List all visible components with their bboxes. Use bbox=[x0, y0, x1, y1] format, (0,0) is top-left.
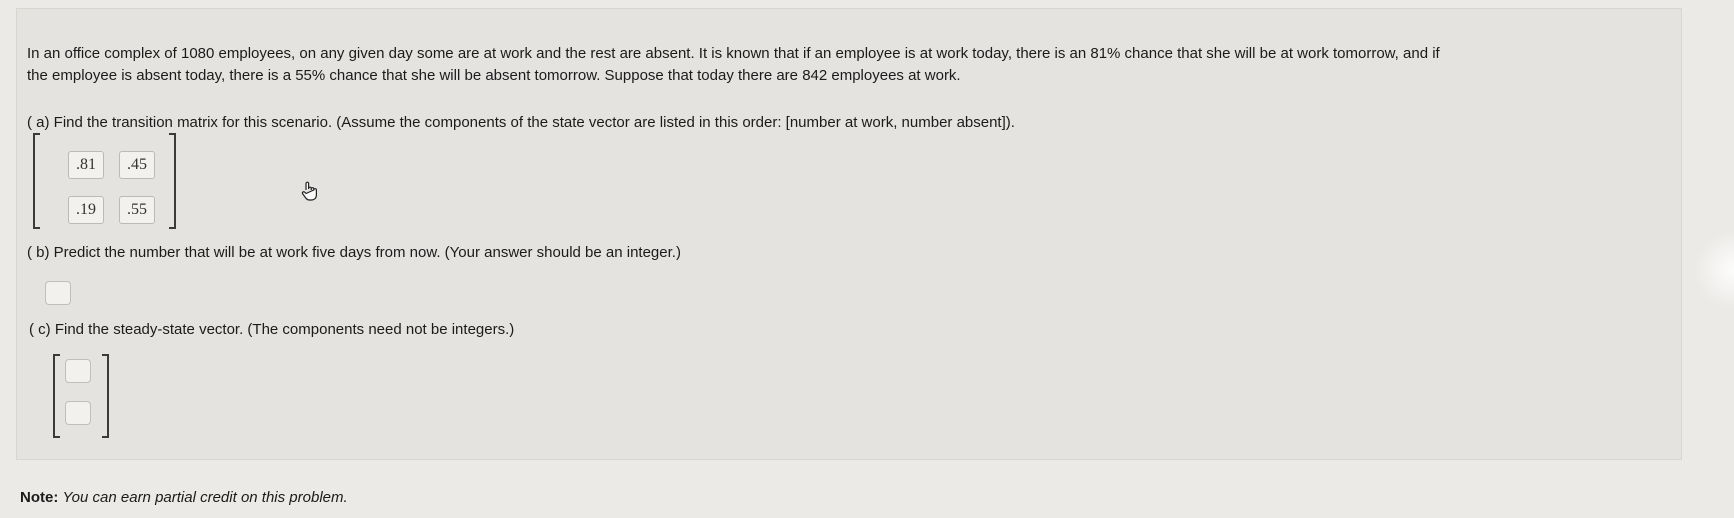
answer-input-b[interactable] bbox=[45, 281, 71, 305]
matrix-cell-a22[interactable]: .55 bbox=[119, 196, 155, 224]
part-b-label: ( b) Predict the number that will be at work five days from now. (Your answer should be an integer.) bbox=[27, 244, 681, 261]
hand-pointer-icon bbox=[299, 180, 321, 202]
note-prefix: Note: bbox=[20, 489, 59, 506]
matrix-cell-a11[interactable]: .81 bbox=[68, 151, 104, 179]
problem-text-line1: In an office complex of 1080 employees, on any given day some are at work and the rest are absent. It is known that if an employee is at work today, there is an 81% chance that she will be at work tomorrow, and if bbox=[27, 45, 1440, 62]
screen-glare bbox=[1694, 230, 1734, 310]
vector-left-bracket bbox=[53, 354, 60, 438]
part-a-label: ( a) Find the transition matrix for this scenario. (Assume the components of the state vector are listed in this order: [number at work, number absent]). bbox=[27, 114, 1015, 131]
partial-credit-note bbox=[20, 488, 348, 508]
matrix-left-bracket bbox=[33, 133, 40, 229]
steady-state-input-top[interactable] bbox=[65, 359, 91, 383]
steady-state-vector bbox=[53, 354, 109, 438]
vector-right-bracket bbox=[102, 354, 109, 438]
matrix-cell-a21[interactable]: .19 bbox=[68, 196, 104, 224]
note-text: You can earn partial credit on this problem. bbox=[62, 489, 348, 506]
problem-text-line2: the employee is absent today, there is a 55% chance that she will be absent tomorrow. Suppose that today there are 842 employees at work. bbox=[27, 67, 961, 84]
problem-panel bbox=[16, 8, 1682, 460]
problem-statement bbox=[27, 43, 1667, 87]
steady-state-input-bottom[interactable] bbox=[65, 401, 91, 425]
matrix-right-bracket bbox=[169, 133, 176, 229]
part-c-label: ( c) Find the steady-state vector. (The components need not be integers.) bbox=[29, 321, 515, 338]
transition-matrix bbox=[33, 133, 176, 229]
matrix-cell-a12[interactable]: .45 bbox=[119, 151, 155, 179]
